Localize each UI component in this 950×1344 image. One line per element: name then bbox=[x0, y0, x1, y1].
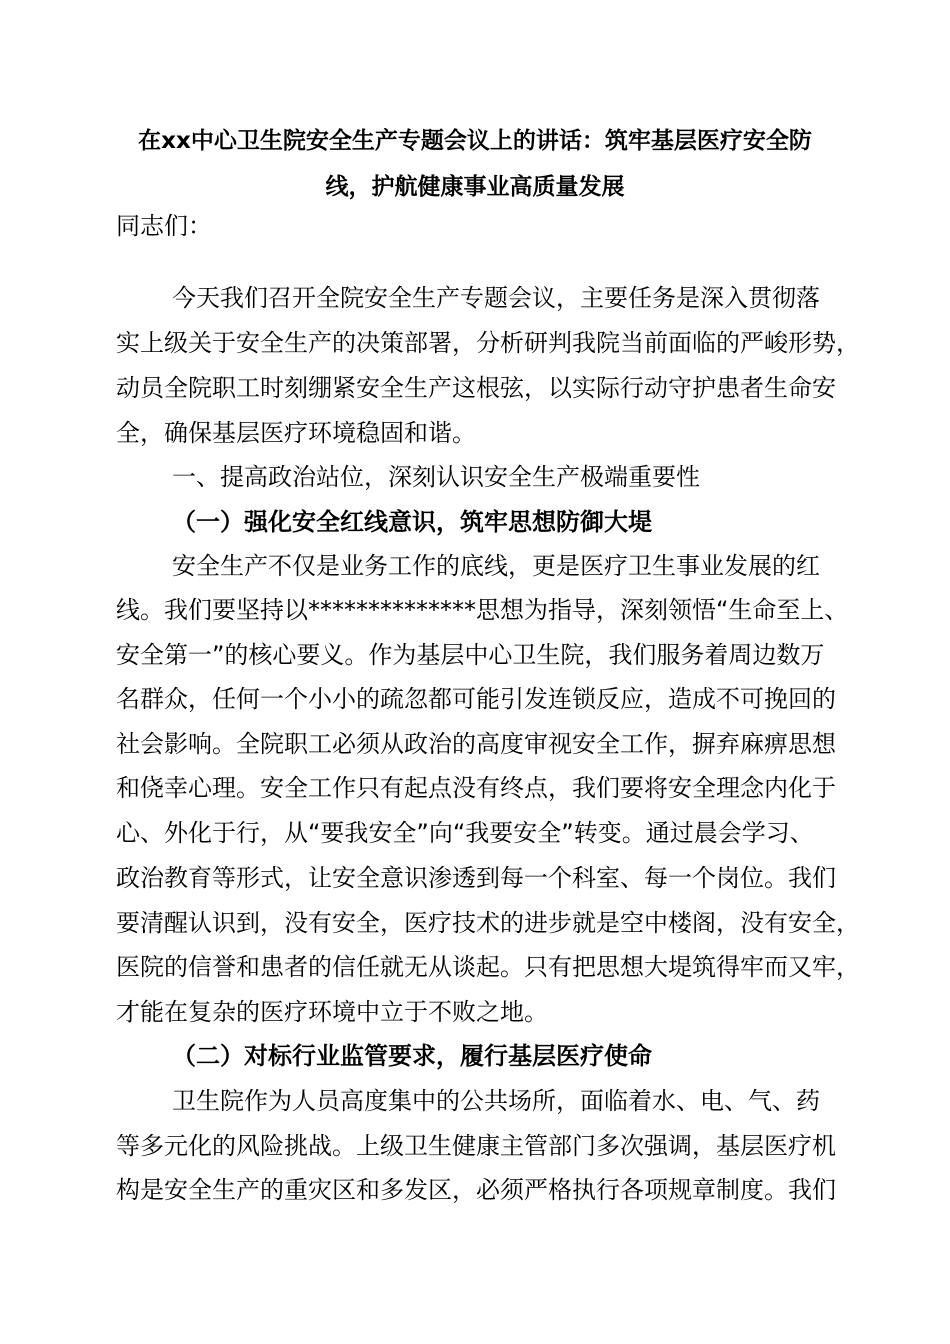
paragraph-line: 实上级关于安全生产的决策部署，分析研判我院当前面临的严峻形势， bbox=[116, 329, 860, 357]
paragraph-line: 安全生产不仅是业务工作的底线，更是医疗卫生事业发展的红 bbox=[172, 552, 820, 580]
paragraph-line: 要清醒认识到，没有安全，医疗技术的进步就是空中楼阁，没有安全， bbox=[116, 909, 860, 937]
paragraph-line: 线。我们要坚持以**************思想为指导，深刻领悟“生命至上、 bbox=[116, 596, 849, 624]
paragraph-line: 动员全院职工时刻绷紧安全生产这根弦，以实际行动守护患者生命安 bbox=[116, 374, 836, 402]
paragraph-line: 全，确保基层医疗环境稳固和谐。 bbox=[116, 419, 476, 447]
paragraph-line: 医院的信誉和患者的信任就无从谈起。只有把思想大堤筑得牢而又牢， bbox=[116, 953, 860, 981]
paragraph-line: 构是安全生产的重灾区和多发区，必须严格执行各项规章制度。我们 bbox=[116, 1176, 836, 1204]
salutation: 同志们： bbox=[116, 212, 212, 240]
paragraph-line: 才能在复杂的医疗环境中立于不败之地。 bbox=[116, 998, 548, 1026]
paragraph-line: 卫生院作为人员高度集中的公共场所，面临着水、电、气、药 bbox=[172, 1087, 820, 1115]
document-title bbox=[100, 118, 850, 210]
paragraph-line: 和侥幸心理。安全工作只有起点没有终点，我们要将安全理念内化于 bbox=[116, 774, 836, 802]
paragraph-line: 名群众，任何一个小小的疏忽都可能引发连锁反应，造成不可挽回的 bbox=[116, 685, 836, 713]
subsection-heading: （一）强化安全红线意识，筑牢思想防御大堤 bbox=[172, 508, 652, 536]
paragraph-line: 今天我们召开全院安全生产专题会议，主要任务是深入贯彻落 bbox=[172, 284, 820, 312]
subsection-heading: （二）对标行业监管要求，履行基层医疗使命 bbox=[172, 1042, 652, 1070]
section-heading: 一、提高政治站位，深刻认识安全生产极端重要性 bbox=[172, 463, 700, 491]
paragraph-line: 社会影响。全院职工必须从政治的高度审视安全工作，摒弃麻痹思想 bbox=[116, 730, 836, 758]
paragraph-line: 心、外化于行，从“要我安全”向“我要安全”转变。通过晨会学习、 bbox=[116, 819, 814, 847]
paragraph-line: 等多元化的风险挑战。上级卫生健康主管部门多次强调，基层医疗机 bbox=[116, 1132, 836, 1160]
paragraph-line: 安全第一”的核心要义。作为基层中心卫生院，我们服务着周边数万 bbox=[116, 641, 825, 669]
title-line-2: 线，护航健康事业高质量发展 bbox=[325, 174, 625, 200]
paragraph-line: 政治教育等形式，让安全意识渗透到每一个科室、每一个岗位。我们 bbox=[116, 864, 836, 892]
title-line-1: 在xx中心卫生院安全生产专题会议上的讲话：筑牢基层医疗安全防 bbox=[138, 128, 812, 154]
